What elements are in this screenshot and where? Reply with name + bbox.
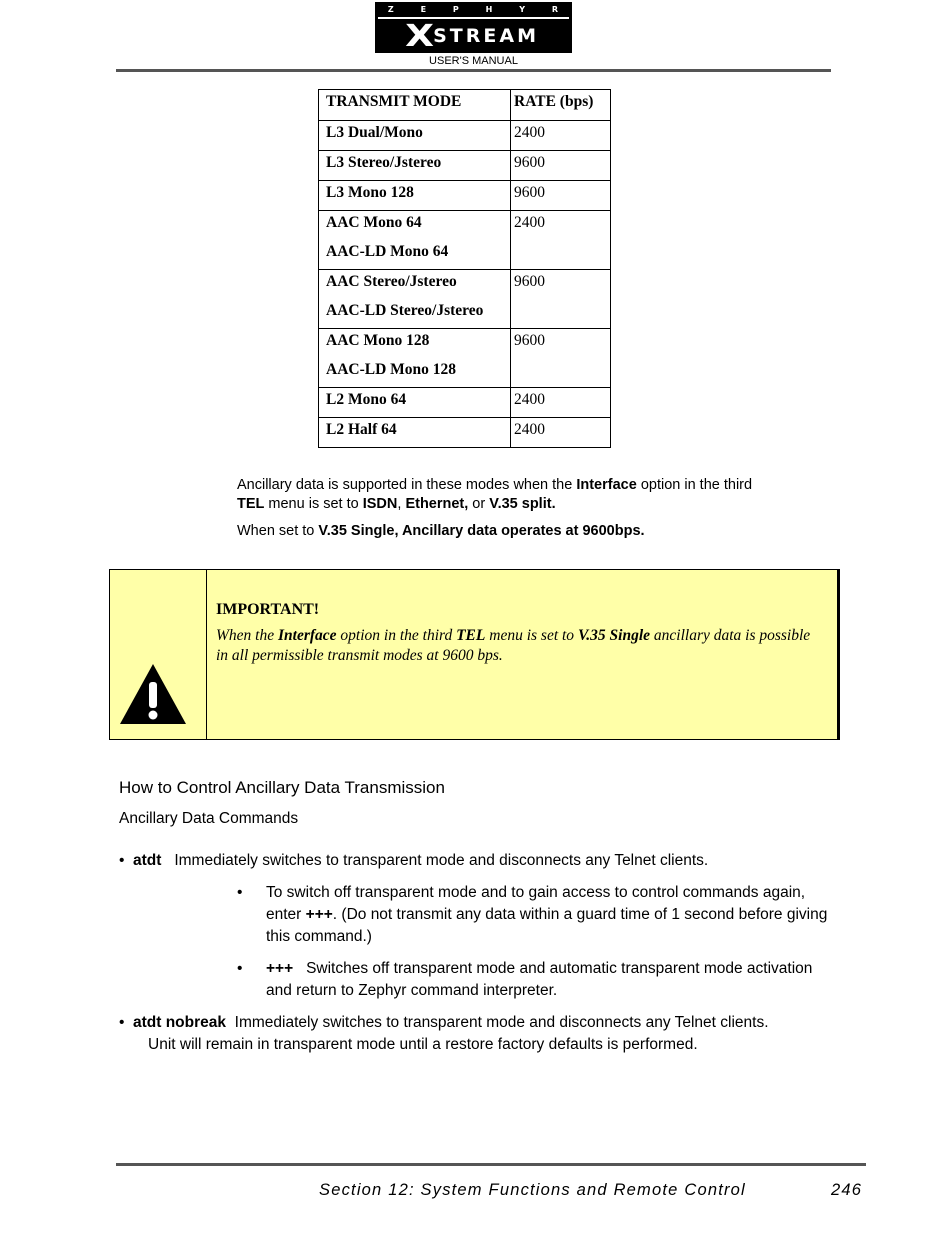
footer-divider xyxy=(116,1163,866,1166)
table-row xyxy=(319,181,611,211)
mode-cell: L3 Dual/Mono xyxy=(319,121,511,151)
logo-brand-letters xyxy=(375,2,572,17)
column-header-mode: TRANSMIT MODE xyxy=(319,90,511,121)
mode-cell: AAC Stereo/Jstereo AAC-LD Stereo/Jstereo xyxy=(319,270,511,329)
rate-cell: 9600 xyxy=(511,270,611,329)
rate-cell: 9600 xyxy=(511,181,611,211)
table-row xyxy=(319,418,611,448)
logo-letter: Y xyxy=(519,5,527,14)
important-text: When the Interface option in the third TEL menu is set to V.35 Single ancillary data is possible in all permissible transmit modes at 9600 bps. xyxy=(216,627,811,664)
important-note-box xyxy=(109,569,838,740)
atdt-command-item xyxy=(119,850,839,872)
rate-cell: 2400 xyxy=(511,388,611,418)
logo-letter: E xyxy=(420,5,428,14)
v35-single-paragraph: When set to V.35 Single, Ancillary data operates at 9600bps. xyxy=(237,523,645,539)
manual-label: USER'S MANUAL xyxy=(429,55,518,67)
logo-letter: H xyxy=(485,5,494,14)
mode-cell: L2 Mono 64 xyxy=(319,388,511,418)
rate-cell: 2400 xyxy=(511,418,611,448)
table-row xyxy=(319,121,611,151)
table-row xyxy=(319,388,611,418)
section-subheading: Ancillary Data Commands xyxy=(119,810,299,827)
transmit-mode-table xyxy=(318,89,611,448)
command-name: atdt nobreak xyxy=(133,1014,227,1031)
logo-letter: P xyxy=(452,5,460,14)
table-row xyxy=(319,270,611,329)
mode-cell: AAC Mono 64 AAC-LD Mono 64 xyxy=(319,211,511,270)
bullet: • xyxy=(119,1014,125,1031)
mode-cell: L2 Half 64 xyxy=(319,418,511,448)
logo-x: X xyxy=(405,18,435,54)
logo-letter: Z xyxy=(387,5,395,14)
important-title: IMPORTANT! xyxy=(216,601,320,618)
mode-cell: L3 Stereo/Jstereo xyxy=(319,151,511,181)
logo-letter: R xyxy=(551,5,560,14)
command-name: atdt xyxy=(133,852,162,869)
table-row xyxy=(319,151,611,181)
rate-cell: 9600 xyxy=(511,151,611,181)
zephyr-xstream-logo xyxy=(375,2,572,53)
mode-cell: AAC Mono 128 AAC-LD Mono 128 xyxy=(319,329,511,388)
column-header-rate: RATE (bps) xyxy=(511,90,611,121)
table-header-row xyxy=(319,90,611,121)
warning-icon xyxy=(118,662,188,726)
rate-cell: 2400 xyxy=(511,211,611,270)
section-heading: How to Control Ancillary Data Transmission xyxy=(119,778,445,797)
table-row xyxy=(319,211,611,270)
atdt-nobreak-command-item xyxy=(119,1012,839,1056)
footer-section-title: Section 12: System Functions and Remote Control xyxy=(319,1181,746,1199)
logo-wordmark xyxy=(375,20,572,52)
rate-cell: 2400 xyxy=(511,121,611,151)
table-row xyxy=(319,329,611,388)
switch-off-subitem: • To switch off transparent mode and to gain access to control commands again, enter +++. (Do not transmit any data within a guard time of 1 second before giving this command.) xyxy=(237,884,828,945)
plus-plus-plus-subitem: • +++ Switches off transparent mode and automatic transparent mode activation and return to Zephyr command interpreter. xyxy=(237,960,813,999)
command-continuation: Unit will remain in transparent mode until a restore factory defaults is performed. xyxy=(148,1036,698,1053)
ancillary-support-paragraph: Ancillary data is supported in these modes when the Interface option in the third TEL menu is set to ISDN, Ethernet, or V.35 split. xyxy=(237,477,753,512)
rate-cell: 9600 xyxy=(511,329,611,388)
command-description: Immediately switches to transparent mode and disconnects any Telnet clients. xyxy=(174,852,709,869)
mode-cell: L3 Mono 128 xyxy=(319,181,511,211)
page-number: 246 xyxy=(831,1181,863,1199)
command-description: Immediately switches to transparent mode and disconnects any Telnet clients. xyxy=(234,1014,769,1031)
bullet: • xyxy=(119,852,125,869)
header-divider xyxy=(116,69,831,72)
logo-word: STREAM xyxy=(433,25,539,47)
bullet: • xyxy=(237,884,243,901)
bullet: • xyxy=(237,960,243,977)
note-divider xyxy=(206,570,207,739)
